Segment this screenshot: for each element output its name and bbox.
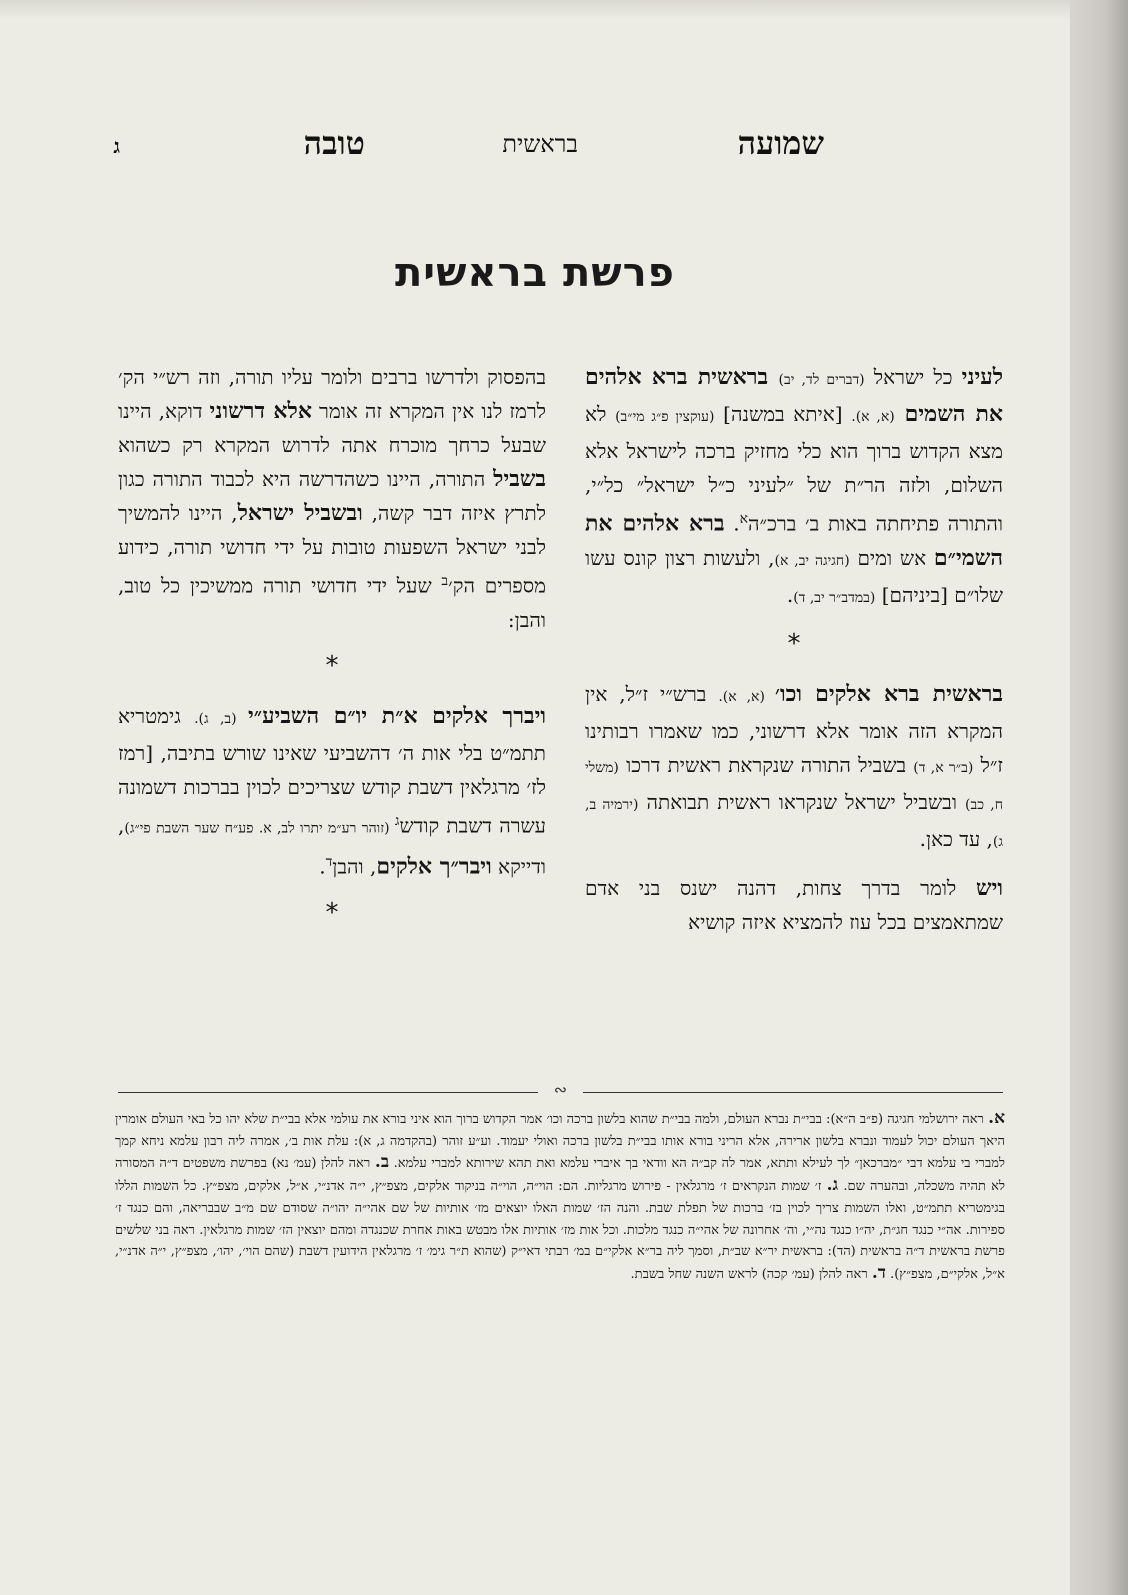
text: בהפסוק ולדרשו ברבים ולומר עליו תורה, וזה רש״י הק׳ לרמז לנו אין המקרא זה אומר xyxy=(118,365,546,423)
section-separator: * xyxy=(325,650,339,681)
footnote-letter: ג. xyxy=(826,1175,839,1196)
source-ref: (זוהר רע״מ יתרו לב, א. פע״ח שער השבת פי״ג) xyxy=(124,820,395,837)
parsha-title: פרשת בראשית xyxy=(394,250,675,296)
footnote-letter: א. xyxy=(988,1108,1005,1128)
source-ref: (במדב״ר יב, ד) xyxy=(793,589,876,606)
bold-quote: בראשית ברא אלהים את השמים xyxy=(585,364,1003,427)
source-ref: (ב״ר א, ד) xyxy=(913,759,974,776)
bold-quote: אלא דרשוני xyxy=(209,398,312,424)
source-ref: (משלי ח, כב) xyxy=(585,759,1003,813)
divider-line xyxy=(583,1092,1003,1093)
paragraph-bereshit xyxy=(585,677,1003,859)
left-column xyxy=(118,360,546,946)
text: גימטריא תתמ״ט בלי אות ה׳ דהשביעי שאינו שורש בתיבה, [רמז לז׳ מרגלאין דשבת קודש שצריכים לכוין בברכות דשמונה עשרה דשבת קודש xyxy=(118,703,546,838)
footnote-letter: ב. xyxy=(374,1152,390,1173)
page-number: ג xyxy=(113,134,120,158)
bold-quote: ויברך אלקים א״ת יו״ם השביע״י xyxy=(247,702,547,729)
source-ref: (עוקצין פ״ג מי״ב) xyxy=(615,409,715,425)
footnote-marker: ב xyxy=(441,573,449,589)
footnote-letter: ד. xyxy=(871,1262,886,1283)
page-top-shadow xyxy=(0,0,1070,20)
footnote-text: ראה ירושלמי חגיגה (פ״ב ה״א): בבי״ת נברא העולם, ולמה בבי״ת שהוא בלשון ברכה וכו׳ אמר הקדוש ברוך הוא איני בורא את עולמי אלא בבי״ת שלא יהו כל באי העולם אומרין היאך העולם יכול לעמוד ונברא בלשון ארירה, אלא הריני בורא אותו בבי״ת בלשון ברכה ואולי יעמוד. וע״ע זוהר (בהקדמה ג, א): עלת אות ב׳, אמרה ליה רבון עלמא ניחא קמך למברי בי עלמא דבי ״מברכאן״ לך לעילא ותתא, אמר לה קב״ה הא וודאי בך איברי עלמא ואת תהא שירותא למברי עלמא. xyxy=(115,1112,1005,1172)
text: כל ישראל xyxy=(864,365,962,389)
right-column xyxy=(585,360,1003,951)
text: ברש״י ז״ל, אין המקרא הזה אומר אלא דרשוני, כמו שאמרו רבותינו ז״ל xyxy=(585,681,1004,777)
paragraph-continued xyxy=(118,360,546,637)
footnote-text: ראה להלן (עמ׳ נא) בפרשת משפטים ד״ה המסורה לא תהיה משכלה, ובהערה שם. xyxy=(115,1156,1005,1195)
footnote-marker: ג xyxy=(394,812,400,829)
footnote-text: ז׳ שמות הנקראים ז׳ מרגלאין - פירוש מרגליות. הם: הוי״ה, הוי״ה בניקוד אלקים, מצפ״ץ, י״ה אדנ״י, א״ל, אלקים, מצפ״ץ. כל השמות הללו בגימטריא תתמ״ט, ואלו השמות צריך לכוין בז׳ ברכות של תפלת שבת. והנה הז׳ שמות האלו יוצאים מז׳ אותיות של שם אהי״ה יהו״ה שסודם שם מ״ב שבבריאה, והם כנגד ז׳ ספירות. אה״י כנגד חג״ת, יה״ו כנגד נה״י, וה׳ אחרונה של אהי״ה כנגד מלכות. וכל אות מז׳ אותיות אלו מבטש באות אחרת שכנגדה ומהם יוצאין הז׳ שמות מרגלאין. ראה בני שלשים פרשת בראשית ד״ה בראשית (הד): בראשית יר״א שב״ת, וסמך ליה בר״א אלקי״ם במ׳ רבתי דאי״ק (שהוא ת״ר גימ׳ ז׳ מרגלאין הידועין דשבת (שהם הוי׳, יהו׳, מצפ״ץ, י״ה אדנ״י, א״ל, אלקי״ם, מצפ״ץ). xyxy=(115,1179,1005,1282)
text: לומר בדרך צחות, דהנה ישנס בני אדם שמתאמצים בכל עוז להמציא איזה קושיא xyxy=(585,875,1003,934)
text: [איתא במשנה] xyxy=(714,402,852,426)
source-ref: (דברים לד, יב) xyxy=(778,372,865,388)
paragraph-vayevarech xyxy=(118,699,546,884)
source-ref: (א, א). xyxy=(718,688,775,705)
text: אש ומים xyxy=(849,545,934,570)
section-separator: * xyxy=(325,897,339,928)
lead-word: לעיני xyxy=(961,364,1003,390)
text: , היינו להמשיך לבני ישראל השפעות טובות על ידי חדושי תורה, כידוע מספרים הק׳ xyxy=(118,501,546,598)
running-header-title-right: שמועה xyxy=(737,124,824,162)
text: התורה, היינו כשהדרשה היא לכבוד התורה כגון לתרץ איזה דבר קשה, xyxy=(118,467,546,525)
text: בשביל התורה שנקראת ראשית דרכו xyxy=(618,752,914,777)
footnote-marker: א xyxy=(739,511,749,527)
text: , והבן xyxy=(332,854,377,879)
source-ref: (ב, ג). xyxy=(194,710,248,727)
lead-word: ויש xyxy=(976,874,1003,901)
text: . xyxy=(724,511,740,536)
bold-quote: בראשית ברא אלקים וכו׳ xyxy=(774,680,1003,707)
running-header-parsha: בראשית xyxy=(502,130,578,158)
source-ref: (חגיגה יב, א) xyxy=(774,552,850,569)
text: . xyxy=(319,854,326,879)
bold-quote: בשביל xyxy=(493,466,546,492)
bold-quote: ובשביל ישראל xyxy=(237,500,363,526)
text: , עד כאן. xyxy=(919,826,993,851)
text: דוקא, היינו שבעל כרחך מוכרח אתה לדרוש המקרא רק כשהוא xyxy=(118,399,546,457)
source-ref: (ירמיה ב, ג) xyxy=(585,796,1003,850)
text: . xyxy=(786,582,794,607)
text: , ודייקא xyxy=(118,813,546,879)
text: , ולעשות רצון קונס עשו שלו״ם [ביניהם] xyxy=(585,545,1003,607)
book-page-edge xyxy=(1070,0,1128,1595)
text: שעל ידי חדושי תורה ממשיכין כל טוב, והבן: xyxy=(118,573,546,632)
divider-line xyxy=(118,1092,538,1093)
text: לא מצא הקדוש ברוך הוא כלי מחזיק ברכה לישראל אלא השלום, ולזה הר״ת של ״לעיני כ״ל ישראל״ כל״י, והתורה פתיחתה באות ב׳ ברכ״ה xyxy=(585,402,1004,536)
running-header-title-left: טובה xyxy=(303,124,365,162)
bold-quote: ויבר״ך אלקים xyxy=(376,853,492,880)
section-separator: * xyxy=(787,628,801,659)
footnote-marker: ד xyxy=(325,854,333,871)
paragraph-veyesh xyxy=(585,871,1003,939)
divider-ornament: ∾ xyxy=(553,1080,568,1099)
footnotes xyxy=(115,1108,1005,1286)
text: ובשביל ישראל שנקראו ראשית תבואתה xyxy=(638,789,966,814)
paragraph-leiney xyxy=(585,360,1003,615)
bold-quote: ברא אלהים את השמי״ם xyxy=(585,510,1003,571)
source-ref: (א, א). xyxy=(851,409,895,425)
footnote-text: ראה להלן (עמ׳ קכה) לראש השנה שחל בשבת. xyxy=(630,1266,872,1282)
footnote-alef xyxy=(115,1108,1005,1286)
footnote-divider xyxy=(118,1080,1003,1099)
